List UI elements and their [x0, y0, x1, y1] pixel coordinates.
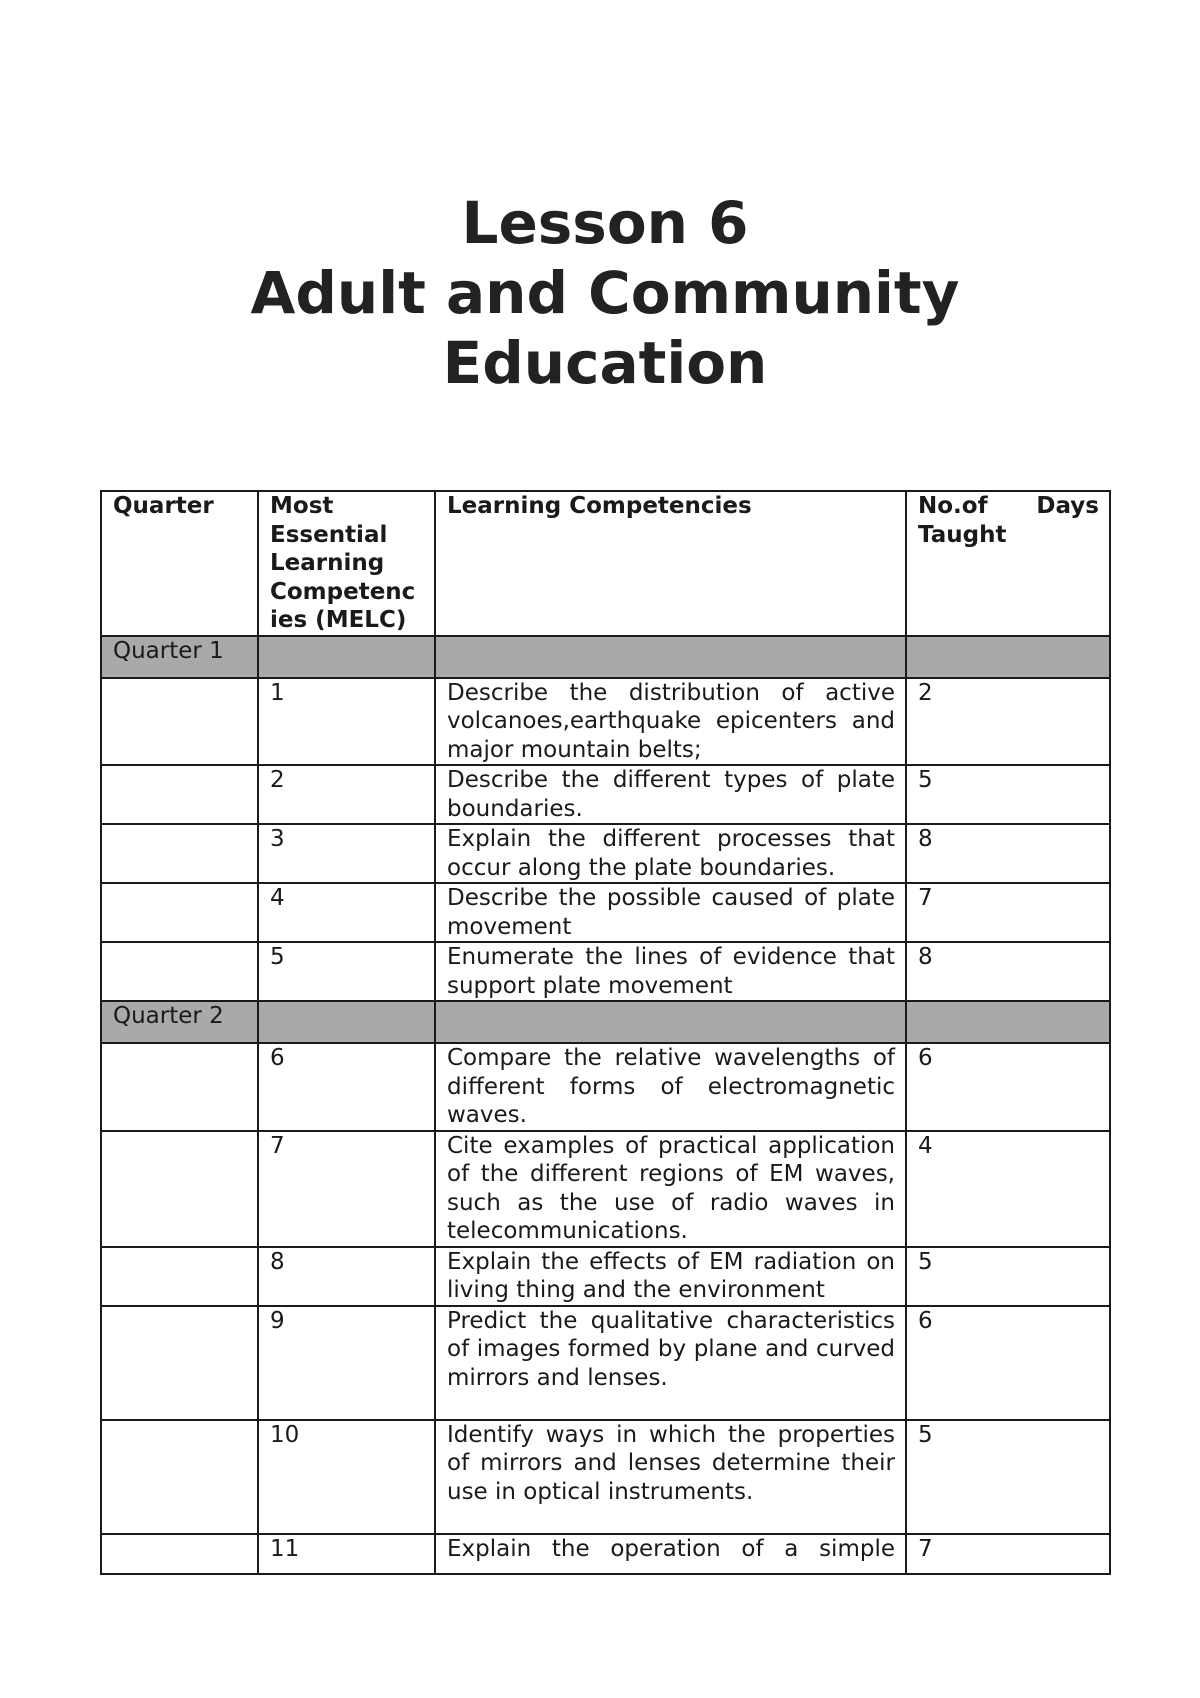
title-line-subject-2: Education	[442, 329, 768, 397]
table-row	[101, 1131, 1110, 1247]
days-taught: 5	[906, 1420, 1110, 1534]
competency-text: Predict the qualitative characteristics of images formed by plane and curved mirrors and lenses.	[435, 1306, 906, 1420]
table-row	[101, 1420, 1110, 1534]
melc-number: 9	[258, 1306, 435, 1420]
table-row	[101, 1043, 1110, 1131]
title-line-lesson: Lesson 6	[461, 189, 749, 257]
melc-number: 3	[258, 824, 435, 883]
competency-text: Describe the possible caused of plate movement	[435, 883, 906, 942]
header-melc: Most Essential Learning Competenc ies (MELC)	[258, 491, 435, 636]
quarter-row	[101, 1001, 1110, 1043]
days-taught: 5	[906, 765, 1110, 824]
quarter-label: Quarter 1	[101, 636, 258, 678]
competency-text: Explain the different processes that occur along the plate boundaries.	[435, 824, 906, 883]
days-taught: 4	[906, 1131, 1110, 1247]
table-row	[101, 1534, 1110, 1574]
competency-text: Cite examples of practical application of the different regions of EM waves, such as the use of radio waves in telecommunications.	[435, 1131, 906, 1247]
header-learning-competencies: Learning Competencies	[435, 491, 906, 636]
competency-text: Explain the effects of EM radiation on living thing and the environment	[435, 1247, 906, 1306]
competency-text: Describe the different types of plate boundaries.	[435, 765, 906, 824]
competency-text: Compare the relative wavelengths of different forms of electromagnetic waves.	[435, 1043, 906, 1131]
table-row	[101, 942, 1110, 1001]
header-days-taught	[906, 491, 1110, 636]
melc-number: 11	[258, 1534, 435, 1574]
quarter-label: Quarter 2	[101, 1001, 258, 1043]
days-taught: 8	[906, 942, 1110, 1001]
quarter-row	[101, 636, 1110, 678]
melc-number: 4	[258, 883, 435, 942]
days-taught: 6	[906, 1043, 1110, 1131]
days-taught: 2	[906, 678, 1110, 766]
competency-text: Enumerate the lines of evidence that support plate movement	[435, 942, 906, 1001]
table-row	[101, 1247, 1110, 1306]
header-days-word-2: Days	[1036, 493, 1099, 519]
melc-number: 7	[258, 1131, 435, 1247]
days-taught: 5	[906, 1247, 1110, 1306]
days-taught: 7	[906, 1534, 1110, 1574]
title-line-subject-1: Adult and Community	[250, 259, 960, 327]
days-taught: 6	[906, 1306, 1110, 1420]
header-quarter: Quarter	[101, 491, 258, 636]
table-row	[101, 1306, 1110, 1420]
header-days-word-1: No.of	[918, 493, 988, 519]
days-taught: 8	[906, 824, 1110, 883]
melc-number: 5	[258, 942, 435, 1001]
document-title	[0, 188, 1200, 398]
competency-text: Explain the operation of a simple	[435, 1534, 906, 1574]
competency-text: Describe the distribution of active volcanoes,earthquake epicenters and major mountain belts;	[435, 678, 906, 766]
melc-number: 8	[258, 1247, 435, 1306]
table-row	[101, 824, 1110, 883]
table-row	[101, 765, 1110, 824]
melc-number: 2	[258, 765, 435, 824]
competency-text: Identify ways in which the properties of mirrors and lenses determine their use in optical instruments.	[435, 1420, 906, 1534]
days-taught: 7	[906, 883, 1110, 942]
header-days-word-3: Taught	[918, 521, 1007, 548]
table-header-row	[101, 491, 1110, 636]
melc-number: 6	[258, 1043, 435, 1131]
melc-table	[100, 490, 1111, 1575]
melc-number: 10	[258, 1420, 435, 1534]
table-row	[101, 678, 1110, 766]
table-row	[101, 883, 1110, 942]
melc-number: 1	[258, 678, 435, 766]
